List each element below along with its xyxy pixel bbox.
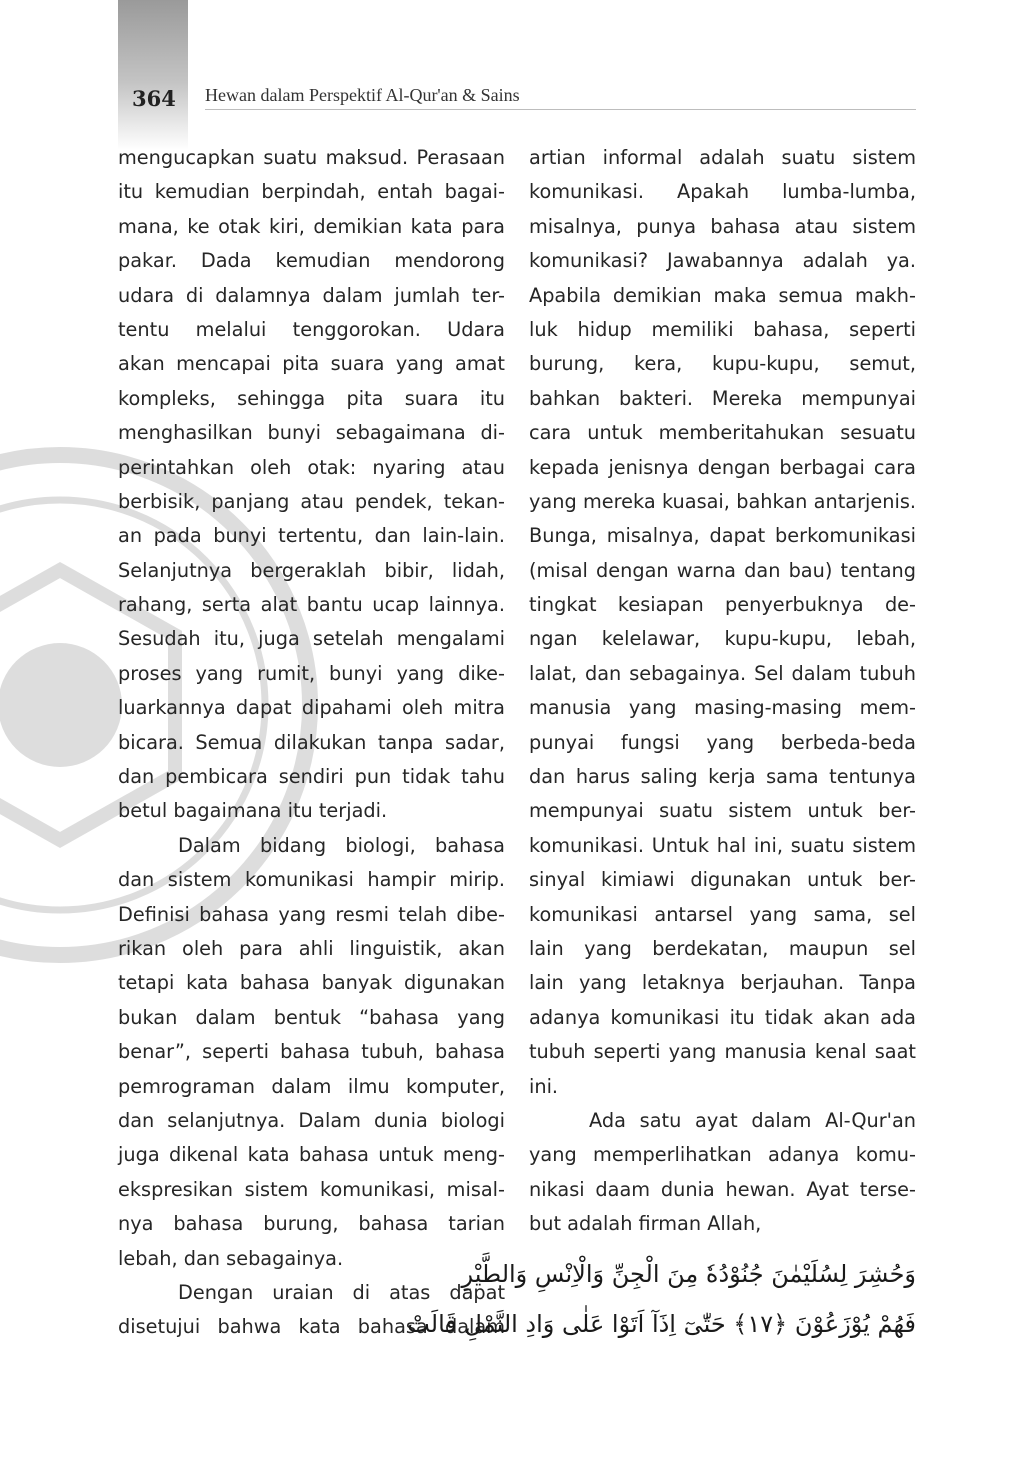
text-line: itu kemudian berpindah, entah bagai- [118,180,505,204]
text-line: lebah, dan sebagainya. [118,1246,344,1270]
text-line: ngan kelelawar, kupu-kupu, lebah, [529,627,916,651]
text-line: bahkan bakteri. Mereka mempunyai [529,386,916,410]
text-line: ekspresikan sistem komunikasi, misal- [118,1177,505,1201]
text-line: Dalam bidang biologi, bahasa [178,833,505,857]
text-line: lain yang berdekatan, maupun sel [529,936,916,960]
text-line: burung, kera, kupu-kupu, semut, [529,352,916,376]
text-line: disetujui bahwa kata bahasa dalam [118,1315,505,1339]
text-line: (misal dengan warna dan bau) tentang [529,558,916,582]
text-line: punyai fungsi yang berbeda-beda [529,730,916,754]
text-line: Selanjutnya bergeraklah bibir, lidah, [118,558,505,582]
text-line: nikasi daam dunia hewan. Ayat terse- [529,1177,916,1201]
text-line: dan sistem komunikasi hampir mirip. [118,868,505,892]
text-line: tetapi kata bahasa banyak digunakan [118,971,505,995]
text-line: Sesudah itu, juga setelah mengalami [118,627,505,651]
text-line: bukan dalam bentuk “bahasa yang [118,1005,505,1029]
text-line: pemrograman dalam ilmu komputer, [118,1074,505,1098]
text-line: komunikasi. Untuk hal ini, suatu sistem [529,833,916,857]
text-line: akan mencapai pita suara yang amat [118,352,505,376]
text-line: rahang, serta alat bantu ucap lainnya. [118,593,505,617]
text-line: komunikasi. Apakah lumba-lumba, [529,180,916,204]
page-number: 364 [132,86,176,111]
text-line: tubuh seperti yang manusia kenal saat [529,1040,916,1064]
text-line: Ada satu ayat dalam Al-Qur'an [589,1108,916,1132]
text-line: Apabila demikian maka semua makh- [529,283,916,307]
left-column [118,141,505,1345]
text-line: cara untuk memberitahukan sesuatu [529,421,916,445]
text-line: tingkat kesiapan penyerbuknya de- [529,593,916,617]
quran-verse-line-1: وَحُشِرَ لِسُلَيْمٰنَ جُنُوْدُهٗ مِنَ الْجِنِّ وَالْاِنْسِ وَالطَّيْرِ [461,1260,916,1288]
text-line: menghasilkan bunyi sebagaimana di- [118,421,505,445]
text-line: lalat, dan sebagainya. Sel dalam tubuh [529,661,916,685]
text-line: kompleks, sehingga pita suara itu [118,386,505,410]
text-line: Definisi bahasa yang resmi telah dibe- [118,902,505,926]
text-line: Dengan uraian di atas dapat [178,1280,505,1304]
text-line: udara di dalamnya dalam jumlah ter- [118,283,505,307]
text-line: lain yang letaknya berjauhan. Tanpa [529,971,916,995]
page-tab [118,0,188,150]
text-line: luk hidup memiliki bahasa, seperti [529,317,916,341]
text-line: komunikasi antarsel yang sama, sel [529,902,916,926]
text-line: artian informal adalah suatu sistem [529,146,916,169]
text-line: an pada bunyi tertentu, dan lain-lain. [118,524,505,548]
text-line: Bunga, misalnya, dapat berkomunikasi [529,524,916,548]
text-line: nya bahasa burung, bahasa tarian [118,1212,505,1236]
text-line: dan selanjutnya. Dalam dunia biologi [118,1108,505,1132]
text-line: pakar. Dada kemudian mendorong [118,249,505,273]
text-line: rikan oleh para ahli linguistik, akan [118,936,505,960]
text-line: mengucapkan suatu maksud. Perasaan [118,146,505,169]
right-column [529,141,916,1242]
text-line: luarkannya dapat dipahami oleh mitra [118,696,505,720]
text-line: benar”, seperti bahasa tubuh, bahasa [118,1040,505,1064]
text-line: misalnya, punya bahasa atau sistem [529,214,916,238]
text-line: mana, ke otak kiri, demikian kata para [118,214,505,238]
running-title: Hewan dalam Perspektif Al-Qur'an & Sains [205,85,520,105]
text-line: betul bagaimana itu terjadi. [118,799,388,823]
text-line: mempunyai suatu sistem untuk ber- [529,799,916,823]
text-line: dan harus saling kerja sama tentunya [529,765,916,789]
text-line: proses yang rumit, bunyi yang dike- [118,661,505,685]
text-line: juga dikenal kata bahasa untuk meng- [118,1143,505,1167]
text-line: yang memperlihatkan adanya komu- [529,1143,916,1167]
header-rule [205,109,916,110]
text-line: but adalah firman Allah, [529,1212,762,1236]
text-line: sinyal kimiawi digunakan untuk ber- [529,868,916,892]
text-line: dan pembicara sendiri pun tidak tahu [118,765,505,789]
text-line: tentu melalui tenggorokan. Udara [118,317,505,341]
text-line: komunikasi? Jawabannya adalah ya. [529,249,916,273]
text-line: manusia yang masing-masing mem- [529,696,916,720]
text-line: kepada jenisnya dengan berbagai cara [529,455,916,479]
quran-verse-line-2: فَهُمْ يُوْزَعُوْنَ ﴿١٧﴾ حَتّٰىٓ اِذَآ اَتَوْا عَلٰى وَادِ النَّمْلِ قَالَتْ [407,1310,916,1338]
text-line: yang mereka kuasai, bahkan antarjenis. [529,489,916,513]
text-line: perintahkan oleh otak: nyaring atau [118,455,505,479]
text-line: berbisik, panjang atau pendek, tekan- [118,489,505,513]
text-line: ini. [529,1074,559,1098]
text-line: bicara. Semua dilakukan tanpa sadar, [118,730,505,754]
text-line: adanya komunikasi itu tidak akan ada [529,1005,916,1029]
